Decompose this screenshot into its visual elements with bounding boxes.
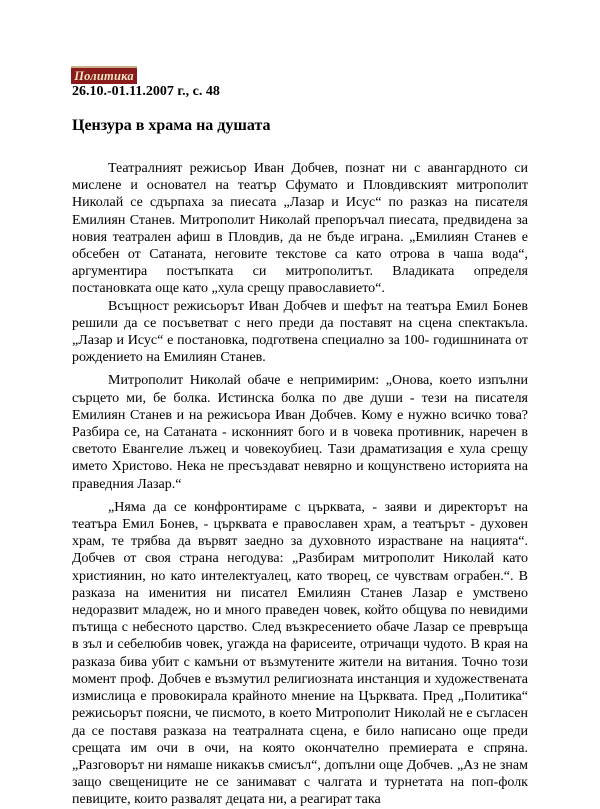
paragraph: Всъщност режисьорът Иван Добчев и шефът на театъра Емил Бонев решили да се посъветват с него преди да поставят на сцена спектакъла. „Лазар и Исус“ е постановка, подготвена специално за 100- годишнината от рождението на Емилиян Станев. — [72, 298, 528, 366]
publication-logo: Политика — [71, 66, 137, 84]
article-title: Цензура в храма на душата — [72, 117, 271, 134]
source-line: 26.10.-01.11.2007 г., с. 48 — [72, 84, 220, 99]
article-body — [72, 160, 528, 809]
paragraph: Митрополит Николай обаче е непримирим: „Онова, което изпълни сърцето ми, бе болка. Истинска болка по две души - тези на писателя Емилиян Станев и на режисьора Иван Добчев. Кому е нужно всичко това? Разбира се, на Сатаната - исконният бого и в човека противник, наречен в светото Евангелие лъжец и човекоубиец. Тази драматизация е хула срещу името Христово. Нека не пресъздават невярно и кощунствено историята на праведния Лазар.“ — [72, 373, 528, 492]
paragraph: „Няма да се конфронтираме с църквата, - заяви и директорът на театъра Емил Бонев, - църквата е православен храм, а театърът - духовен храм, те трябва да вървят заедно за духовното израстване на нацията“. Добчев от своя страна негодува: „Разбирам митрополит Николай като християнин, но като интелектуалец, като творец, се чувствам ограбен.“. В разказа на именития ни писател Емилиян Станев Лазар е умствено недоразвит младеж, но и много праведен човек, който общува по невидими пътища с небесното царство. След възкресението обаче Лазар се превръща в зъл и себелюбив човек, угаждa на фарисеите, отричащи чудото. В края на разказа бива убит с камъни от възмутените жители на витания. Точно този момент проф. Добчев е възмутил религиозната инстанция и художествената измислица е провокирала крайното мнение на Църквата. Пред „Политика“ режисьорът поясни, че писмото, в което Митрополит Николай не е съгласен да се поставя разказа на театралната сцена, е било написано още преди срещата им очи в очи, на която окончателно премиерата е спряна. „Разговорът ни нямаше никакъв смисъл“, допълни още Добчев. „Аз не знам защо свещениците не се занимават с чалгата и турнетата на поп-фолк певиците, които развалят децата ни, а реагират така — [72, 499, 528, 808]
paragraph: Театралният режисьор Иван Добчев, познат ни с авангардното си мислене и основател на театър Сфумато и Пловдивският митрополит Николай се сдърпаха за пиесата „Лазар и Исус“ по разказ на писателя Емилиян Станев. Митрополит Николай препоръчал пиесата, предвидена за новия театрален афиш в Пловдив, да не бъде играна. „Емилиян Станев е обсебен от Сатаната, неговите текстове са като отрова в чаша вода“, аргументира постъпката си митрополитът. Владиката определя постановката още като „хула срещу православието“. — [72, 161, 528, 297]
